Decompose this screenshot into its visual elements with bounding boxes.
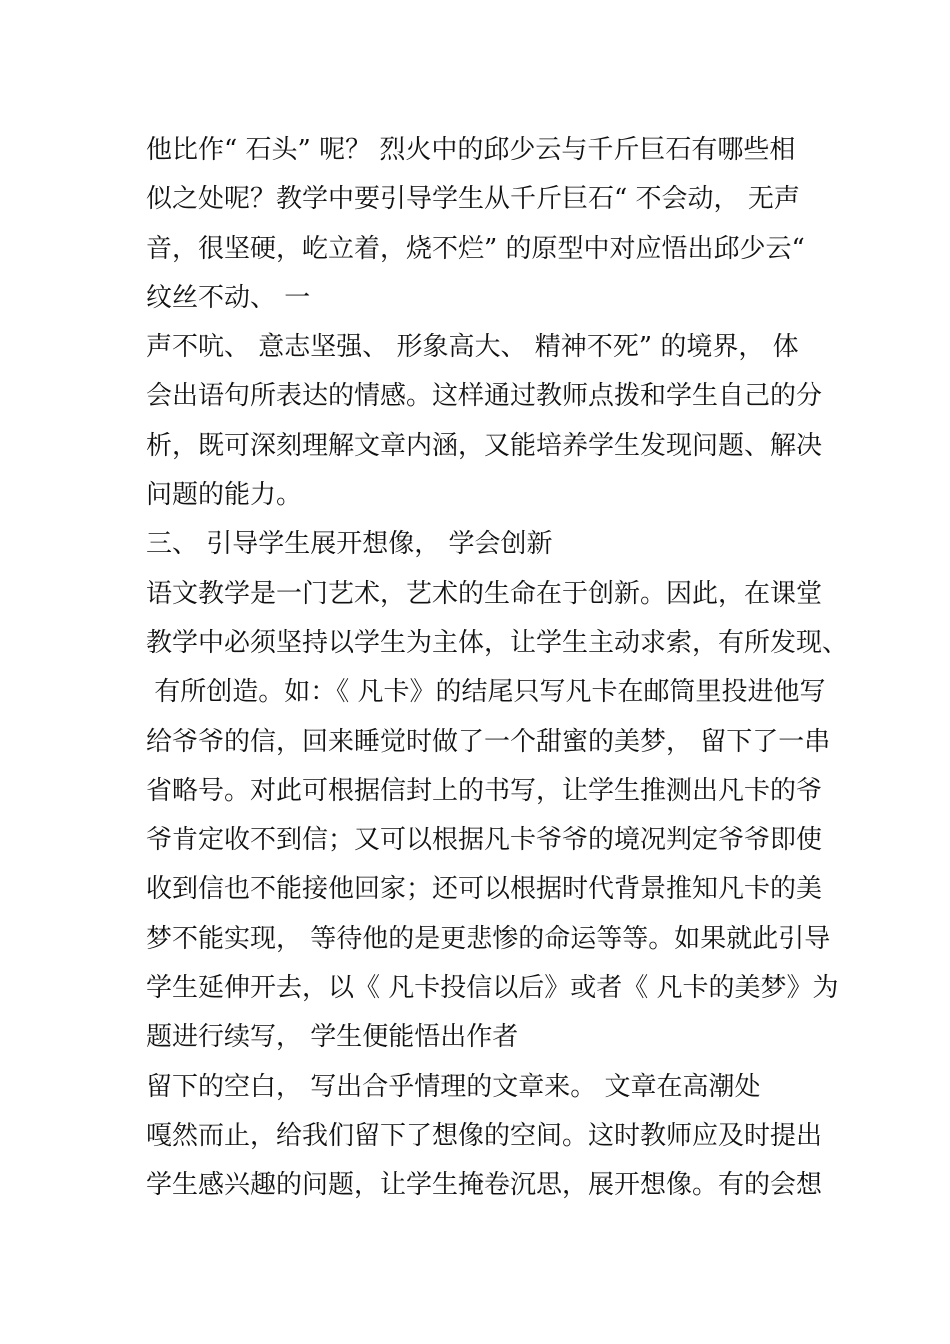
text-line-1: 他比作“ 石头” 呢？ 烈火中的邱少云与千斤巨石有哪些相	[146, 135, 796, 165]
text-line-17: 梦不能实现， 等待他的是更悲惨的命运等等。如果就此引导	[146, 923, 831, 954]
text-line-4: 纹丝不动、 一	[146, 282, 311, 313]
text-line-5: 声不吭、 意志坚强、 形象高大、 精神不死” 的境界， 体	[146, 332, 799, 363]
text-line-7: 析，既可深刻理解文章内涵，又能培养学生发现问题、解决	[146, 430, 823, 461]
text-line-15: 爷肯定收不到信；又可以根据凡卡爷爷的境况判定爷爷即使	[146, 825, 823, 856]
text-line-11: 教学中必须坚持以学生为主体，让学生主动求索，有所发现、	[146, 627, 849, 658]
text-line-18: 学生延伸开去，以《 凡卡投信以后》或者《 凡卡的美梦》为	[146, 973, 839, 1004]
section-heading: 三、 引导学生展开想像， 学会创新	[146, 529, 553, 560]
text-line-14: 省略号。对此可根据信封上的书写，让学生推测出凡卡的爷	[146, 775, 823, 806]
text-line-19: 题进行续写， 学生便能悟出作者	[146, 1022, 519, 1053]
text-line-2: 似之处呢？教学中要引导学生从千斤巨石“ 不会动， 无声	[146, 184, 800, 215]
text-line-10: 语文教学是一门艺术，艺术的生命在于创新。因此，在课堂	[146, 578, 823, 609]
text-line-22: 学生感兴趣的问题，让学生掩卷沉思，展开想像。有的会想	[146, 1170, 823, 1201]
text-line-8: 问题的能力。	[146, 480, 303, 511]
text-line-13: 给爷爷的信，回来睡觉时做了一个甜蜜的美梦， 留下了一串	[146, 726, 831, 757]
body-text	[146, 126, 849, 1211]
text-line-3: 音，很坚硬，屹立着，烧不烂” 的原型中对应悟出邱少云“	[146, 233, 805, 264]
text-line-20: 留下的空白， 写出合乎情理的文章来。 文章在高潮处	[146, 1071, 761, 1102]
text-line-12: 有所创造。如：《 凡卡》的结尾只写凡卡在邮筒里投进他写	[146, 677, 826, 708]
text-line-21: 嘎然而止，给我们留下了想像的空间。这时教师应及时提出	[146, 1120, 823, 1151]
text-line-16: 收到信也不能接他回家；还可以根据时代背景推知凡卡的美	[146, 874, 823, 905]
text-line-6: 会出语句所表达的情感。这样通过教师点拨和学生自己的分	[146, 381, 823, 412]
